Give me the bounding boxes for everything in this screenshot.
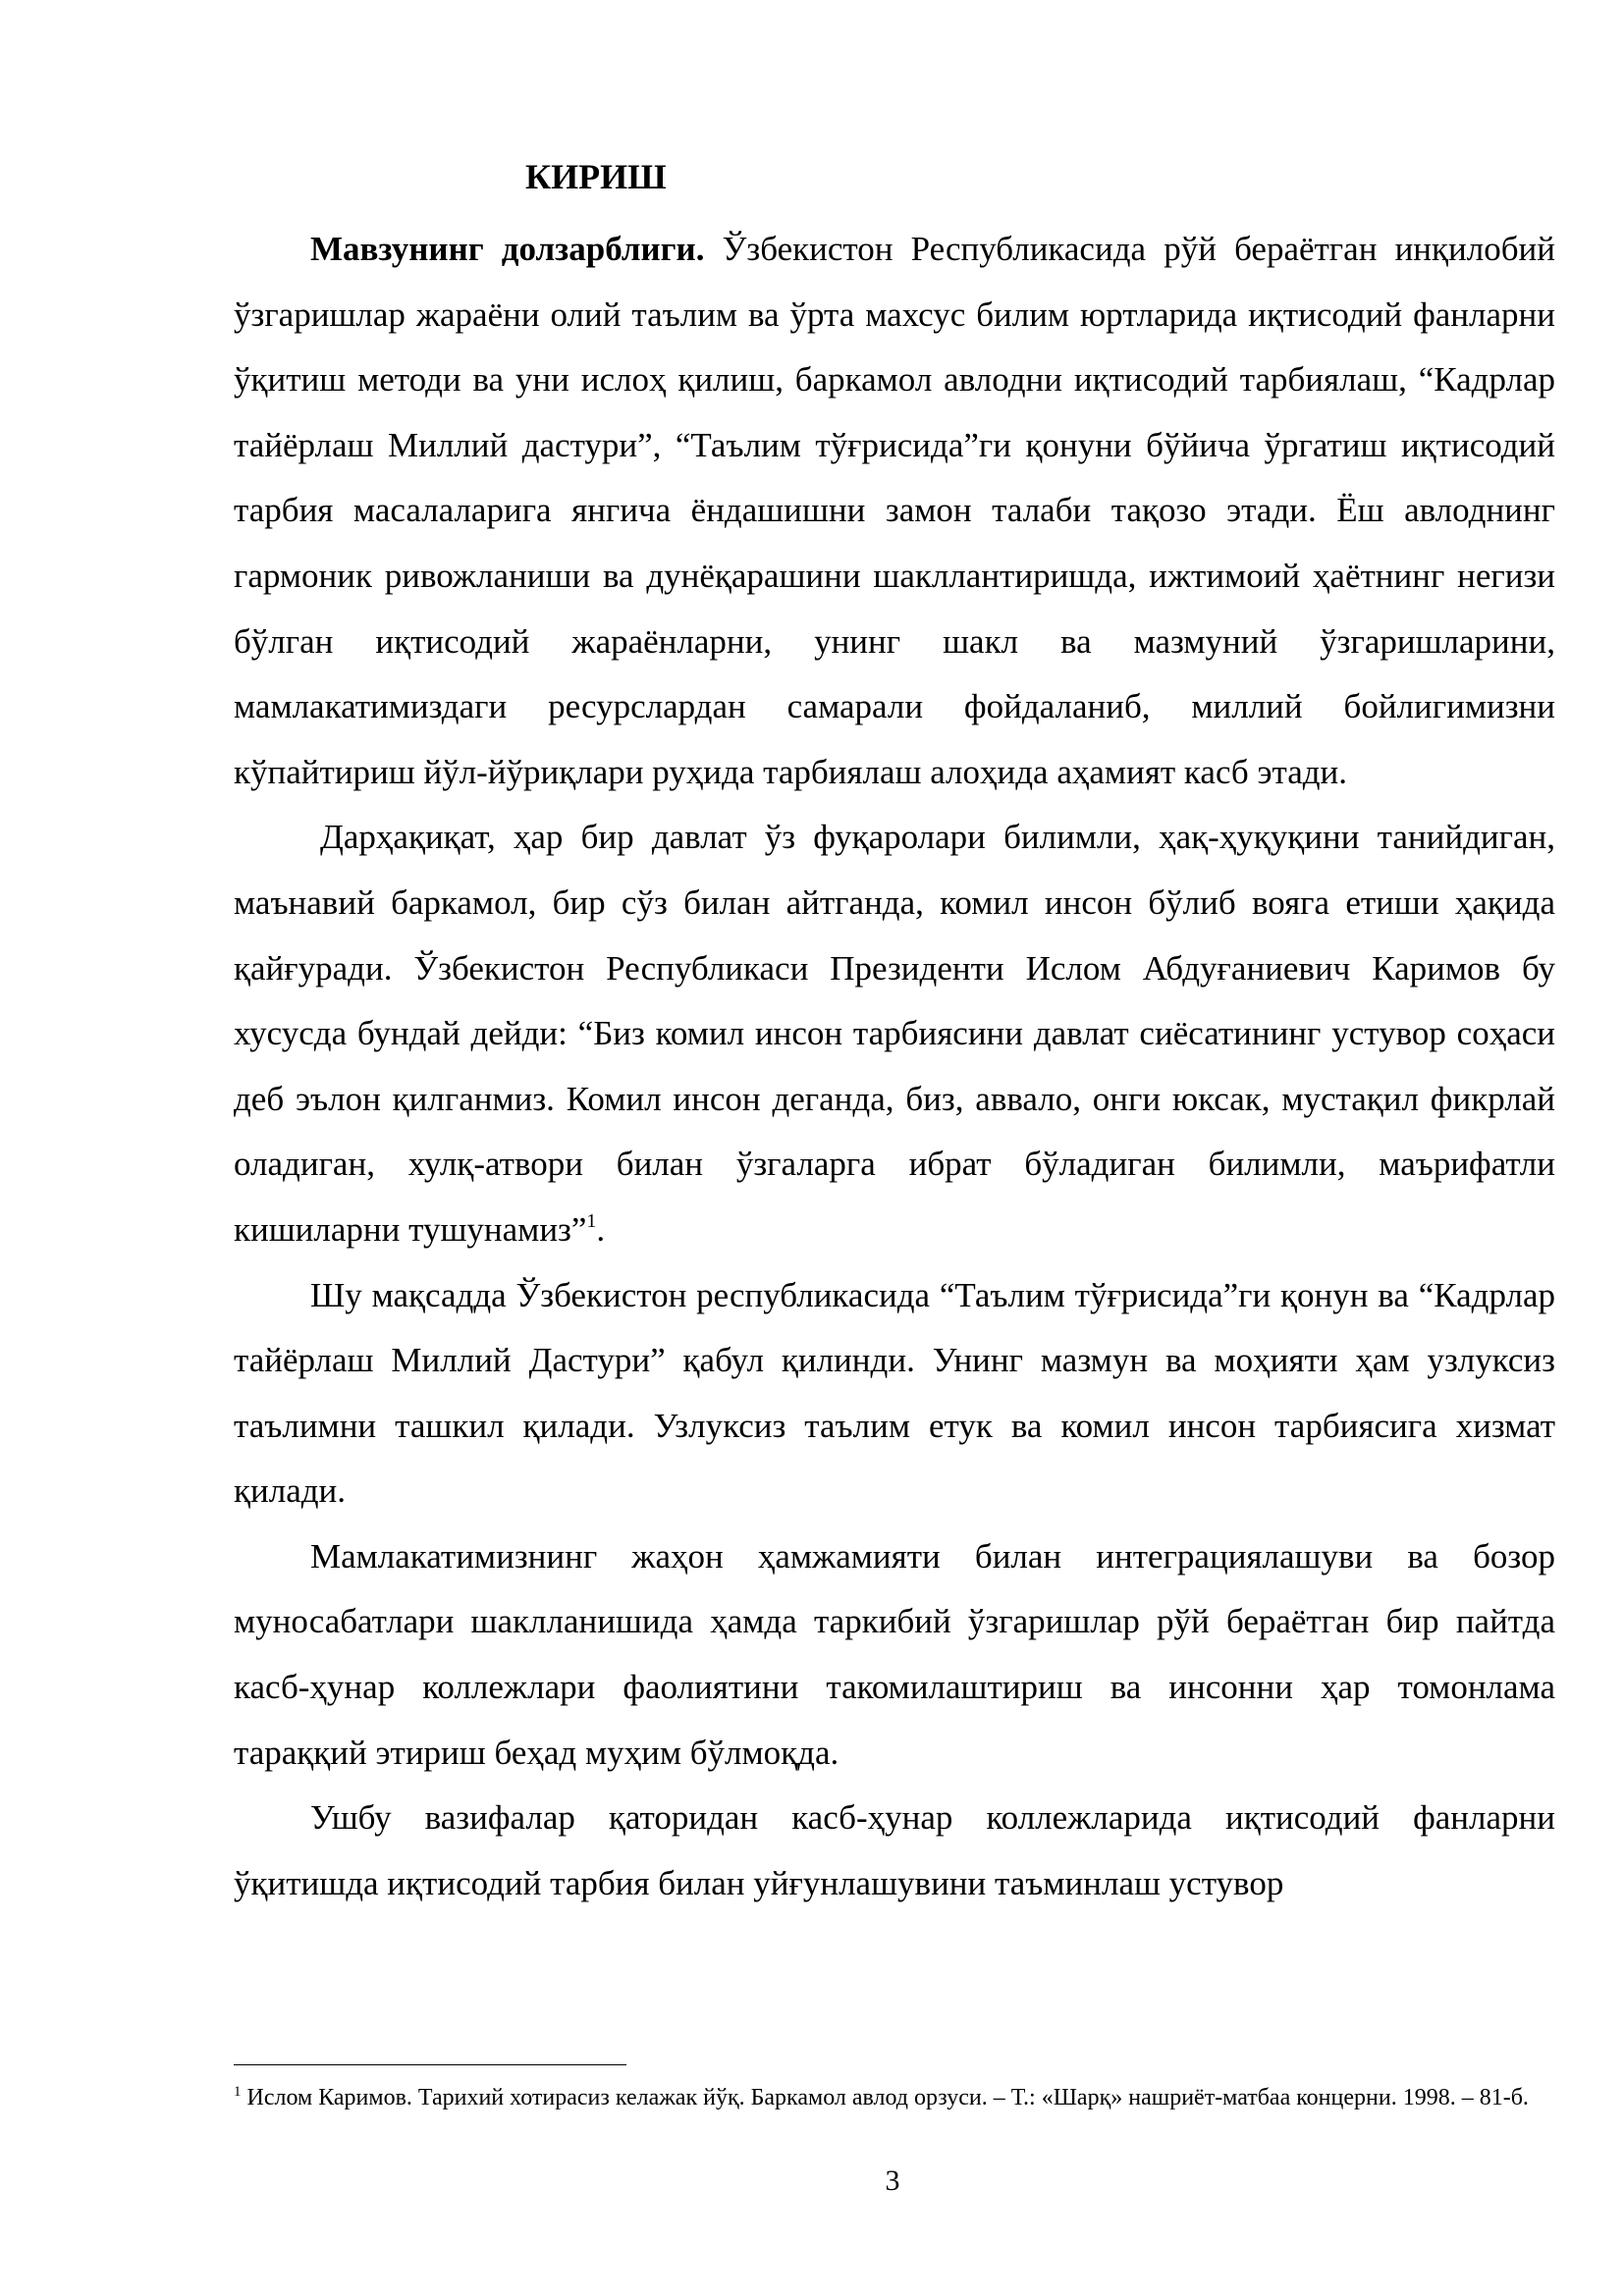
paragraph-text: Ушбу вазифалар қаторидан касб-ҳунар коллежларида иқтисодий фанларни ўқитишда иқтисодий тарбия билан уйғунлашувини таъминлаш устувор [234,1798,1555,1902]
paragraph-law [234,1263,1555,1524]
body-text [234,217,1555,1916]
footnote-reference: 1 [586,1209,597,1232]
paragraph-text: Дарҳақиқат, ҳар бир давлат ўз фуқаролари билимли, ҳақ-ҳуқуқини танийдиган, маънавий баркамол, бир сўз билан айтганда, комил инсон бўлиб вояга етиши ҳақида қайғуради. Ўзбекистон Республикаси Президенти Ислом Абдуғаниевич Каримов бу хусусда бундай дейди: “Биз комил инсон тарбиясини давлат сиёсатининг устувор соҳаси деб эълон қилганмиз. Комил инсон деганда, биз, аввало, онги юксак, мустақил фикрлай оладиган, хулқ-атвори билан ўзгаларга ибрат бўладиган билимли, маърифатли кишиларни тушунамиз” [234,818,1555,1249]
section-heading: КИРИШ [525,157,667,196]
paragraph-text: Шу мақсадда Ўзбекистон республикасида “Таълим тўғрисида”ги қонун ва “Кадрлар тайёрлаш Миллий Дастури” қабул қилинди. Унинг мазмун ва моҳияти ҳам узлуксиз таълимни ташкил қилади. Узлуксиз таълим етук ва комил инсон тарбиясига хизмат қилади. [234,1275,1555,1511]
paragraph-quote [234,805,1555,1262]
paragraph-integration [234,1524,1555,1786]
paragraph-tasks [234,1786,1555,1916]
paragraph-tail: . [596,1209,606,1249]
paragraph-relevance [234,217,1555,805]
paragraph-text: Мамлакатимизнинг жаҳон ҳамжамияти билан интеграциялашуви ва бозор муносабатлари шаклланишида ҳамда таркибий ўзгаришлар рўй бераётган бир пайтда касб-ҳунар коллежлари фаолиятини такомилаштириш ва инсонни ҳар томонлама тараққий этириш беҳад муҳим бўлмоқда. [234,1536,1555,1772]
page-number: 3 [885,2164,900,2197]
footnote-divider [234,2064,626,2065]
paragraph-text: Ўзбекистон Республикасида рўй бераётган инқилобий ўзгаришлар жараёни олий таълим ва ўрта махсус билим юртларида иқтисодий фанларни ўқитиш методи ва уни ислоҳ қилиш, баркамол авлодни иқтисодий тарбиялаш, “Кадрлар тайёрлаш Миллий дастури”, “Таълим тўғрисида”ги қонуни бўйича ўргатиш иқтисодий тарбия масалаларига янгича ёндашишни замон талаби тақозо этади. Ёш авлоднинг гармоник ривожланиши ва дунёқарашини шакллантиришда, ижтимоий ҳаётнинг негизи бўлган иқтисодий жараёнларни, унинг шакл ва мазмуний ўзгаришларини, мамлакатимиздаги ресурслардан самарали фойдаланиб, миллий бойлигимизни кўпайтириш йўл-йўриқлари руҳида тарбиялаш алоҳида аҳамият касб этади. [234,230,1556,791]
footnote [234,2083,1555,2112]
footnote-text: Ислом Каримов. Тарихий хотирасиз келажак йўқ. Баркамол авлод орзуси. – Т.: «Шарқ» нашриёт-матбаа концерни. 1998. – 81-б. [241,2085,1529,2110]
paragraph-lead: Мавзунинг долзарблиги. [310,230,705,268]
footnote-marker: 1 [234,2084,242,2100]
